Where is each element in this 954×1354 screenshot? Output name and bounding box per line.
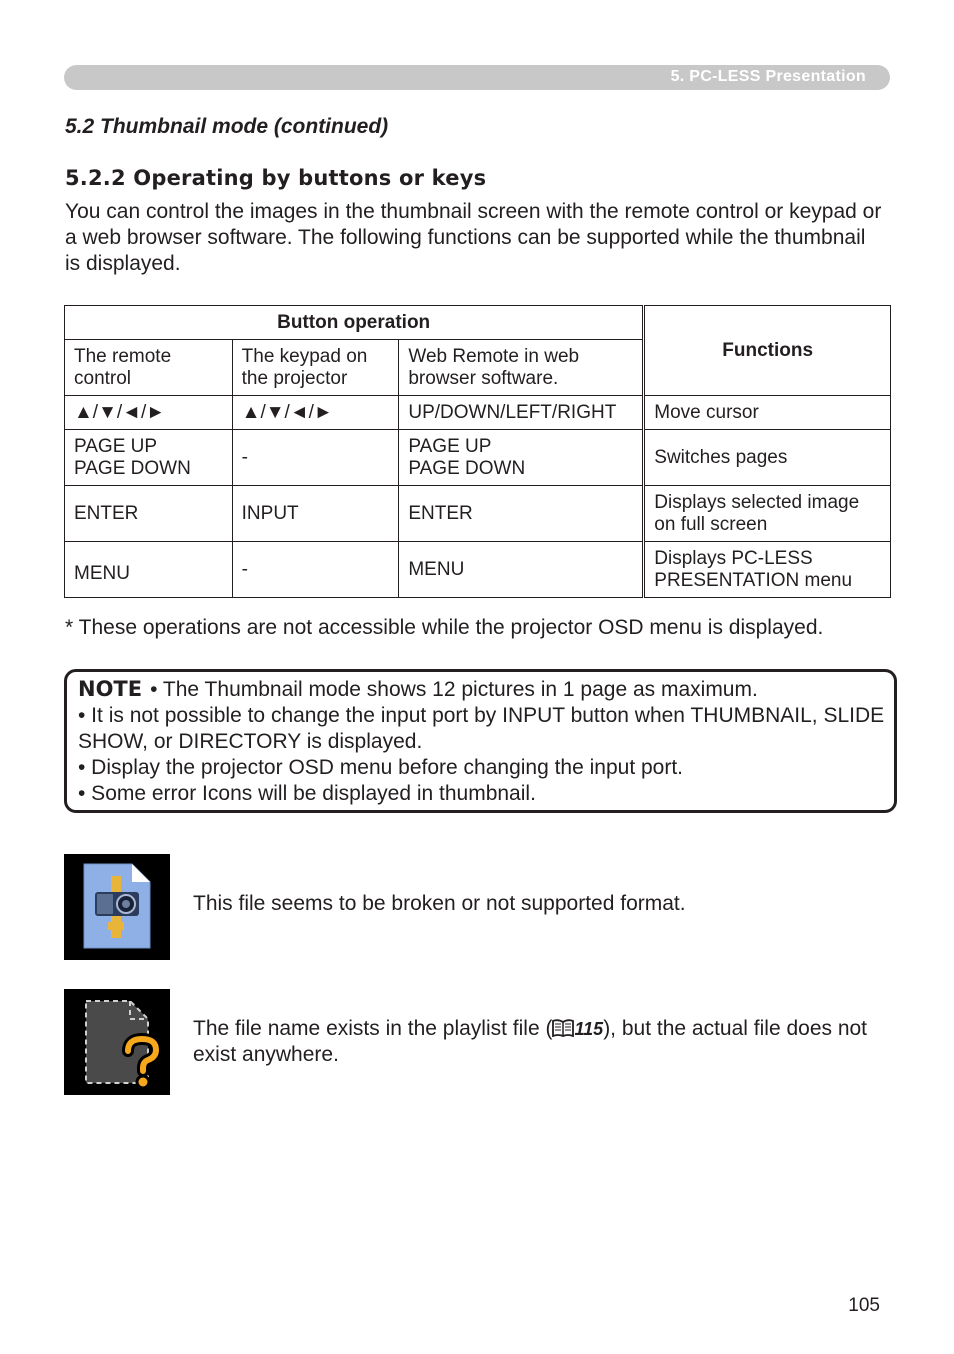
intro-paragraph: You can control the images in the thumbnail screen with the remote control or keypad or a web browser software. The following functions can be supported while the thumbnail is displayed. xyxy=(65,200,882,275)
col-header-remote: The remote control xyxy=(65,340,233,396)
cell-web: PAGE UP PAGE DOWN xyxy=(399,430,644,486)
note-item xyxy=(78,676,886,703)
cell-keypad: ▲/▼/◄/► xyxy=(232,396,399,430)
chapter-header-bar xyxy=(64,65,890,90)
missing-file-text-before: The file name exists in the playlist file ( xyxy=(193,1017,553,1040)
table-row xyxy=(65,430,891,486)
note-item: • Display the projector OSD menu before changing the input port. xyxy=(78,756,684,779)
cell-web: UP/DOWN/LEFT/RIGHT xyxy=(399,396,644,430)
functions-header: Functions xyxy=(644,306,891,396)
note-label: NOTE xyxy=(78,677,143,701)
table-row xyxy=(65,396,891,430)
cell-remote: PAGE UP PAGE DOWN xyxy=(65,430,233,486)
missing-file-text-after: ), but the actual file does not exist anywhere. xyxy=(193,1017,868,1066)
missing-file-icon xyxy=(64,989,170,1095)
cell-keypad: INPUT xyxy=(232,486,399,542)
table-row xyxy=(65,486,891,542)
cell-function: Displays selected image on full screen xyxy=(644,486,891,542)
cell-remote: ENTER xyxy=(65,486,233,542)
cell-web: ENTER xyxy=(399,486,644,542)
table-footnote: * These operations are not accessible while the projector OSD menu is displayed. xyxy=(65,616,824,639)
broken-file-description: This file seems to be broken or not supported format. xyxy=(193,892,686,915)
page-number: 105 xyxy=(848,1295,880,1316)
cell-web: MENU xyxy=(399,542,644,598)
cell-keypad: - xyxy=(232,542,399,598)
operations-table xyxy=(64,305,891,598)
section-title: 5.2 Thumbnail mode (continued) xyxy=(65,115,389,138)
col-header-web: Web Remote in web browser software. xyxy=(399,340,644,396)
note-box xyxy=(64,669,897,813)
note-item: • Some error Icons will be displayed in thumbnail. xyxy=(78,782,536,805)
chapter-label: 5. PC-LESS Presentation xyxy=(670,68,866,85)
note-item-text: • The Thumbnail mode shows 12 pictures in 1 page as maximum. xyxy=(150,678,758,701)
cell-remote: ▲/▼/◄/► xyxy=(65,396,233,430)
table-header-row xyxy=(65,306,891,340)
cell-function: Move cursor xyxy=(644,396,891,430)
note-item: • It is not possible to change the input port by INPUT button when THUMBNAIL, SLIDE SHOW, or DIRECTORY is displayed. xyxy=(78,704,885,753)
col-header-keypad: The keypad on the projector xyxy=(232,340,399,396)
broken-file-icon xyxy=(64,854,170,960)
button-operation-header: Button operation xyxy=(65,306,644,340)
page-reference-link[interactable]: 115 xyxy=(574,1019,604,1039)
cell-remote: MENU xyxy=(65,542,233,598)
subsection-title: 5.2.2 Operating by buttons or keys xyxy=(65,166,487,190)
table-row xyxy=(65,542,891,598)
cell-function: Switches pages xyxy=(644,430,891,486)
cell-function: Displays PC-LESS PRESENTATION menu xyxy=(644,542,891,598)
book-icon xyxy=(552,1019,574,1037)
cell-keypad: - xyxy=(232,430,399,486)
missing-file-description xyxy=(193,1016,893,1068)
